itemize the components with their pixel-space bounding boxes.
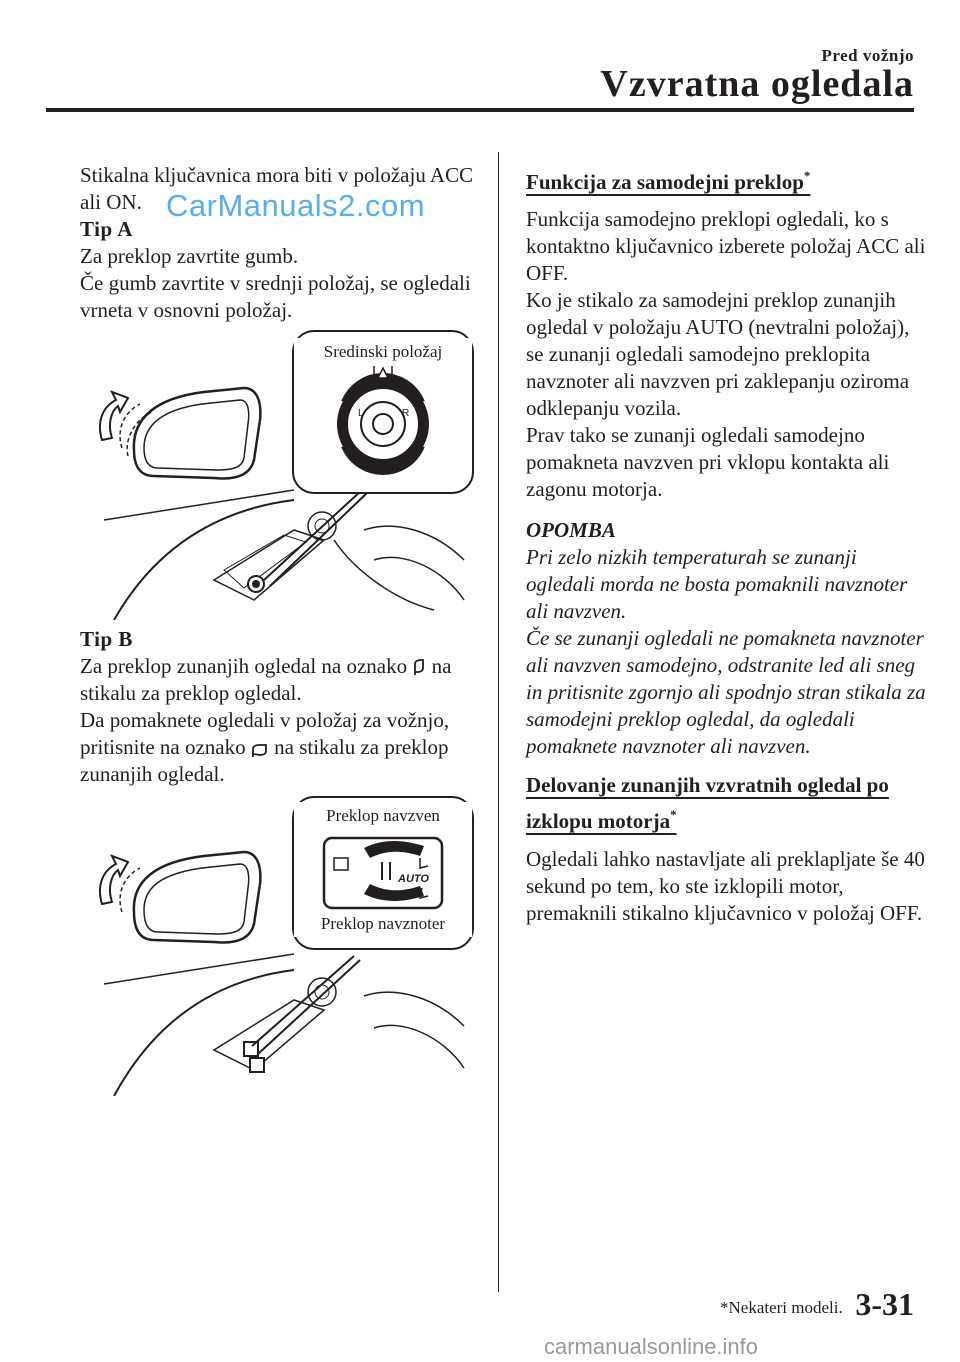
watermark-top: CarManuals2.com [166,188,426,223]
figure-toggle-switch [94,796,474,1096]
tip-b-step1 [80,653,480,707]
engine-off-heading [526,770,926,836]
tip-b-step2-b: na stikalu za preklop zunanjih ogledal. [80,735,449,786]
page-title: Vzvratna ogledala [600,63,914,105]
engine-off-p1: Ogledali lahko nastavljate ali preklapljate še 40 sekund po tem, ko ste izklopili motor, premaknili stikalno ključavnico v položaj OFF. [526,847,925,925]
tip-a-step2: Če gumb zavrtite v srednji položaj, se ogledali vrneta v osnovni položaj. [80,271,471,322]
svg-text:L: L [358,408,364,419]
footnote: *Nekateri modeli. [720,1298,843,1317]
tip-a-step1: Za preklop zavrtite gumb. [80,244,299,268]
tip-b-step1-a: Za preklop zunanjih ogledal na oznako [80,654,408,678]
mirror-fold-icon [412,658,426,676]
fold-out-label: Preklop navzven [294,802,472,829]
center-position-label: Sredinski položaj [294,338,472,365]
header-section: Pred vožnjo [821,46,914,65]
callout-toggle [292,796,474,950]
fold-in-label: Preklop navznoter [294,910,472,937]
header-rule [46,108,914,112]
model-footnote-mark-2: * [670,807,677,822]
auto-text: AUTO [398,873,429,885]
watermark-bottom: carmanualsonline.info [544,1334,759,1359]
tip-b-step1-b: na stikalu za preklop ogledal. [80,654,452,705]
mirror-drive-icon [251,743,269,757]
note-heading: OPOMBA [526,518,616,542]
auto-fold-p1: Funkcija samodejno preklopi ogledali, ko s kontaktno ključavnico izberete položaj ACC ali OFF. [526,207,926,285]
auto-fold-p3: Prav tako se zunanji ogledali samodejno pomakneta navzven pri vklopu kontakta ali zagonu motorja. [526,423,890,501]
right-column [526,162,926,927]
svg-text:R: R [402,408,410,419]
engine-off-title: Delovanje zunanjih vzvratnih ogledal po izklopu motorja [526,773,889,833]
note-p1: Pri zelo nizkih temperaturah se zunanji ogledali morda ne bosta pomaknili navznoter ali navzven. [526,545,908,623]
column-divider [498,152,499,1292]
left-column [80,162,480,1102]
model-footnote-mark: * [803,168,811,183]
tip-b-label: Tip B [80,627,133,651]
knob-icon [294,332,472,492]
note-p2: Če se zunanji ogledali ne pomakneta navznoter ali navzven samodejno, odstranite led ali sneg in pritisnite zgornjo ali spodnjo stran stikala za samodejni preklop ogledal, da ogledali pomaknete navznoter ali navzven. [526,626,926,758]
page-number: 3-31 [855,1286,914,1322]
tip-b-step2-a: Da pomaknete ogledali v položaj za vožnjo, pritisnite na oznako [80,708,450,759]
ignition-paragraph: Stikalna ključavnica mora biti v položaju ACC ali ON. [80,163,474,214]
figure-knob-switch [94,330,474,620]
auto-fold-p2: Ko je stikalo za samodejni preklop zunanjih ogledal v položaju AUTO (nevtralni položaj), se zunanji ogledali samodejno preklopita navznoter ali navzven pri zaklepanju oziroma odklepanju vozila. [526,288,910,420]
auto-fold-title: Funkcija za samodejni preklop [526,170,804,194]
auto-fold-heading [526,162,926,196]
callout-knob [292,330,474,494]
tip-b-step2 [80,707,480,788]
tip-a-label: Tip A [80,217,133,241]
